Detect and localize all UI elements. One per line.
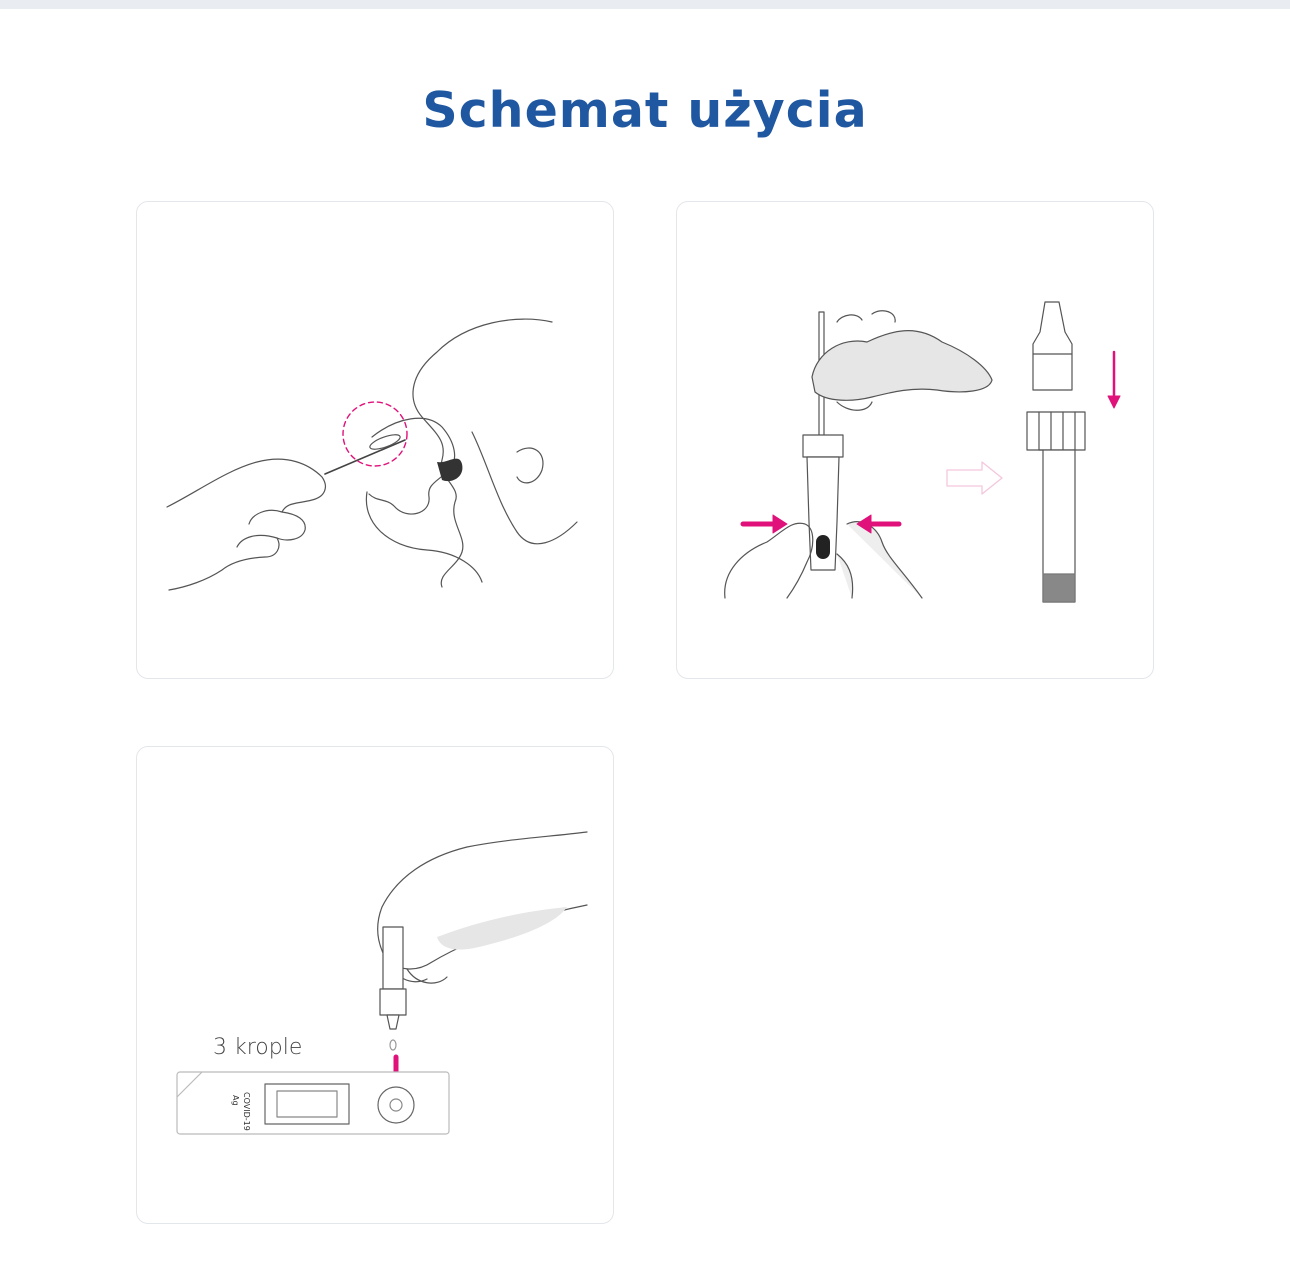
drop [390, 1040, 396, 1050]
swab-illustration [137, 202, 614, 679]
drops-label: 3 krople [213, 1035, 303, 1060]
top-bar [0, 0, 1290, 9]
dropper-cap [1033, 302, 1072, 390]
jaw-line [366, 492, 482, 582]
upper-hand [812, 331, 992, 401]
dropper-tip [387, 1015, 399, 1029]
step-card-swab [136, 201, 614, 679]
hand-shadow [437, 907, 567, 950]
drops-illustration [137, 747, 614, 1224]
dropper-collar [380, 989, 406, 1015]
step-card-drops [136, 746, 614, 1224]
swab-head [816, 535, 830, 559]
head-outline [413, 319, 552, 587]
hand [378, 832, 587, 969]
big-tube-collar [1027, 412, 1085, 450]
hand [167, 459, 325, 590]
extraction-illustration [677, 202, 1154, 679]
cap-down-arrow [1108, 352, 1120, 408]
tube-cap-ring [803, 435, 843, 457]
swab-stick [325, 440, 405, 474]
next-step-arrow [947, 462, 1002, 494]
cassette-sub-label: Ag [231, 1095, 240, 1106]
big-tube-bottom [1043, 574, 1075, 602]
ear-line [517, 448, 543, 483]
dropper-body [383, 927, 403, 989]
lower-hand-left [725, 523, 813, 598]
page-title: Schemat użycia [422, 82, 868, 139]
lower-hand-right [837, 522, 922, 598]
cassette-label: COVID-19 [242, 1092, 251, 1131]
step-card-extraction [676, 201, 1154, 679]
hand-fingers [237, 510, 282, 547]
